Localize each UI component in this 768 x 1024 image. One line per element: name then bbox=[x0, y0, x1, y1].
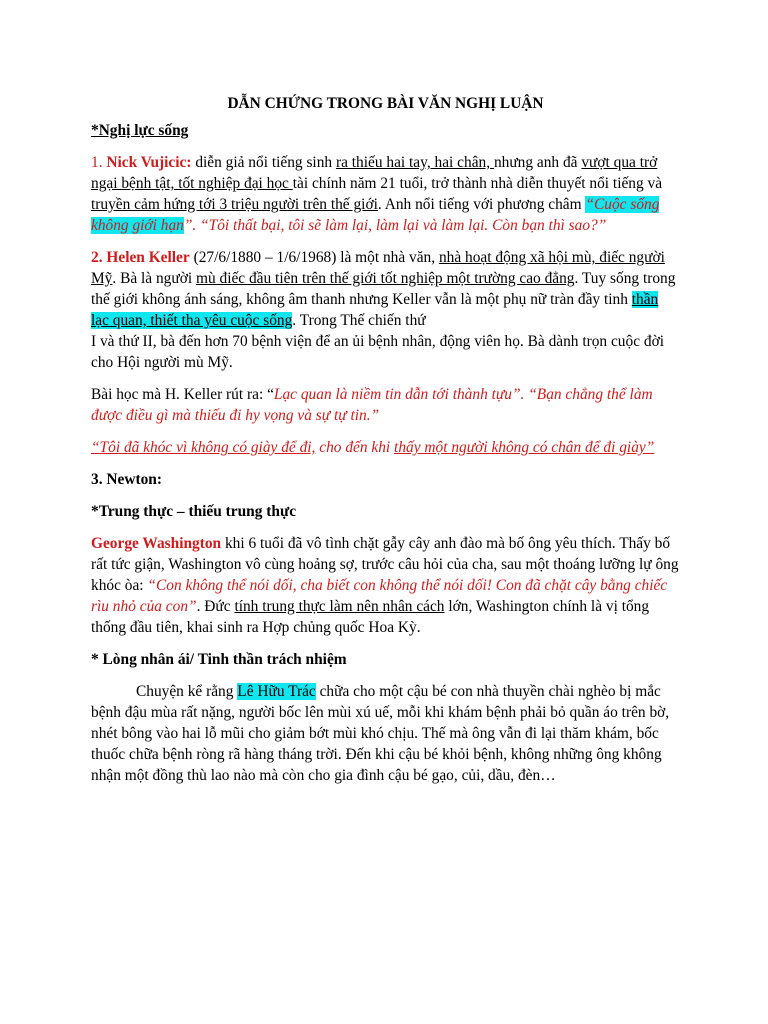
text: nhưng anh đã bbox=[493, 154, 582, 171]
text: . Đức bbox=[196, 598, 235, 615]
text: . Anh nổi tiếng với phương châm bbox=[377, 196, 586, 213]
text: (27/6/1880 – 1/6/1968) là một nhà văn, bbox=[189, 249, 439, 266]
text: khi 6 tuổi đã vô tình chặt gẫy cây anh đào mà bố ông yêu thích. Thấy bố rất tức giận, Washington vô cùng hoảng sợ, trước câu hỏi của cha, sau một thoáng lưỡng lự ông khóc òa: bbox=[91, 535, 679, 594]
underlined-text: mù điếc đầu tiên trên thế giới tốt nghiệp một trường cao đẳng bbox=[195, 270, 575, 287]
text: . Tuy sống trong thế giới không ánh sáng, không âm thanh nhưng Keller vẫn là một phụ nữ tràn đầy tinh bbox=[91, 270, 676, 308]
paragraph-helen-keller bbox=[91, 247, 680, 373]
item-newton: 3. Newton: bbox=[91, 471, 162, 488]
underlined-text: tính trung thực làm nên nhân cách bbox=[234, 598, 445, 615]
underlined-text: ra thiếu hai tay, hai chân, bbox=[335, 154, 494, 171]
underlined-text: vượt qua trở ngại bệnh tật, tốt nghiệp đại học bbox=[91, 154, 658, 192]
paragraph-shoes-quote bbox=[91, 437, 680, 458]
quote: cho đến khi bbox=[315, 439, 395, 456]
underlined-text: nhà hoạt động xã hội mù, điếc người Mỹ bbox=[91, 249, 665, 287]
underlined-quote: thấy một người không có chân để đi giày” bbox=[394, 439, 655, 456]
quote: ”. “Tôi thất bại, tôi sẽ làm lại, làm lại và làm lại. Còn bạn thì sao?” bbox=[183, 217, 607, 234]
document-title: DẪN CHỨNG TRONG BÀI VĂN NGHỊ LUẬN bbox=[227, 95, 544, 112]
person-name-helen-keller: 2. Helen Keller bbox=[91, 249, 190, 266]
paragraph-nick-vujicic bbox=[91, 152, 680, 236]
person-name-george-washington: George Washington bbox=[91, 535, 222, 552]
person-name-nick-vujicic: Nick Vujicic: bbox=[106, 154, 192, 171]
paragraph-george-washington bbox=[91, 533, 680, 638]
item-number: 1. bbox=[91, 154, 107, 171]
underlined-quote: “Tôi đã khóc vì không có giày để đi, bbox=[91, 439, 316, 456]
paragraph-keller-lesson bbox=[91, 384, 680, 426]
text: I và thứ II, bà đến hơn 70 bệnh viện để an ủi bệnh nhân, động viên họ. Bà dành trọn cuộc đời cho Hội người mù Mỹ. bbox=[91, 333, 664, 371]
text: tài chính năm 21 tuổi, trở thành nhà diễn thuyết nổi tiếng và bbox=[292, 175, 663, 192]
highlighted-name: Lê Hữu Trác bbox=[237, 683, 316, 700]
section-heading-nghi-luc-song: *Nghị lực sống bbox=[91, 122, 189, 139]
text: lớn, Washington chính là vị tổng thống đầu tiên, khai sinh ra Hợp chủng quốc Hoa Kỳ. bbox=[91, 598, 650, 636]
quote: “Con không thể nói dối, cha biết con không thể nói dối! Con đã chặt cây bằng chiếc rìu nhỏ của con” bbox=[91, 577, 668, 615]
text: Bài học mà H. Keller rút ra: “ bbox=[91, 386, 274, 403]
text: diễn giả nổi tiếng sinh bbox=[191, 154, 336, 171]
highlighted-quote: “Cuộc sống không giới hạn bbox=[91, 196, 660, 234]
quote: Lạc quan là niềm tin dẫn tới thành tựu”. “Bạn chẳng thể làm được điều gì mà thiếu đi hy vọng và sự tự tin.” bbox=[91, 386, 653, 424]
section-heading-trung-thuc: *Trung thực – thiếu trung thực bbox=[91, 503, 297, 520]
text: chữa cho một cậu bé con nhà thuyền chài nghèo bị mắc bệnh đậu mùa rất nặng, người bốc lên mùi xú uế, mỗi khi khám bệnh phải bỏ quần áo trên bờ, nhét bông vào hai lỗ mũi cho giảm bớt mùi khó chịu. Thế mà ông vẫn đi lại thăm khám, bốc thuốc chữa bệnh ròng rã hàng tháng trời. Đến khi cậu bé khỏi bệnh, không những ông không nhận một đồng thù lao nào mà còn cho gia đình cậu bé gạo, củi, dầu, đèn… bbox=[91, 683, 670, 784]
paragraph-le-huu-trac bbox=[91, 681, 680, 786]
highlighted-text: thần lạc quan, thiết tha yêu cuộc sống bbox=[91, 291, 659, 329]
underlined-text: truyền cảm hứng tới 3 triệu người trên thế giới bbox=[91, 196, 378, 213]
section-heading-long-nhan-ai: * Lòng nhân ái/ Tinh thần trách nhiệm bbox=[91, 651, 347, 668]
text: . Trong Thế chiến thứ bbox=[292, 312, 426, 329]
text: . Bà là người bbox=[112, 270, 196, 287]
text: Chuyện kể rằng bbox=[136, 683, 238, 700]
